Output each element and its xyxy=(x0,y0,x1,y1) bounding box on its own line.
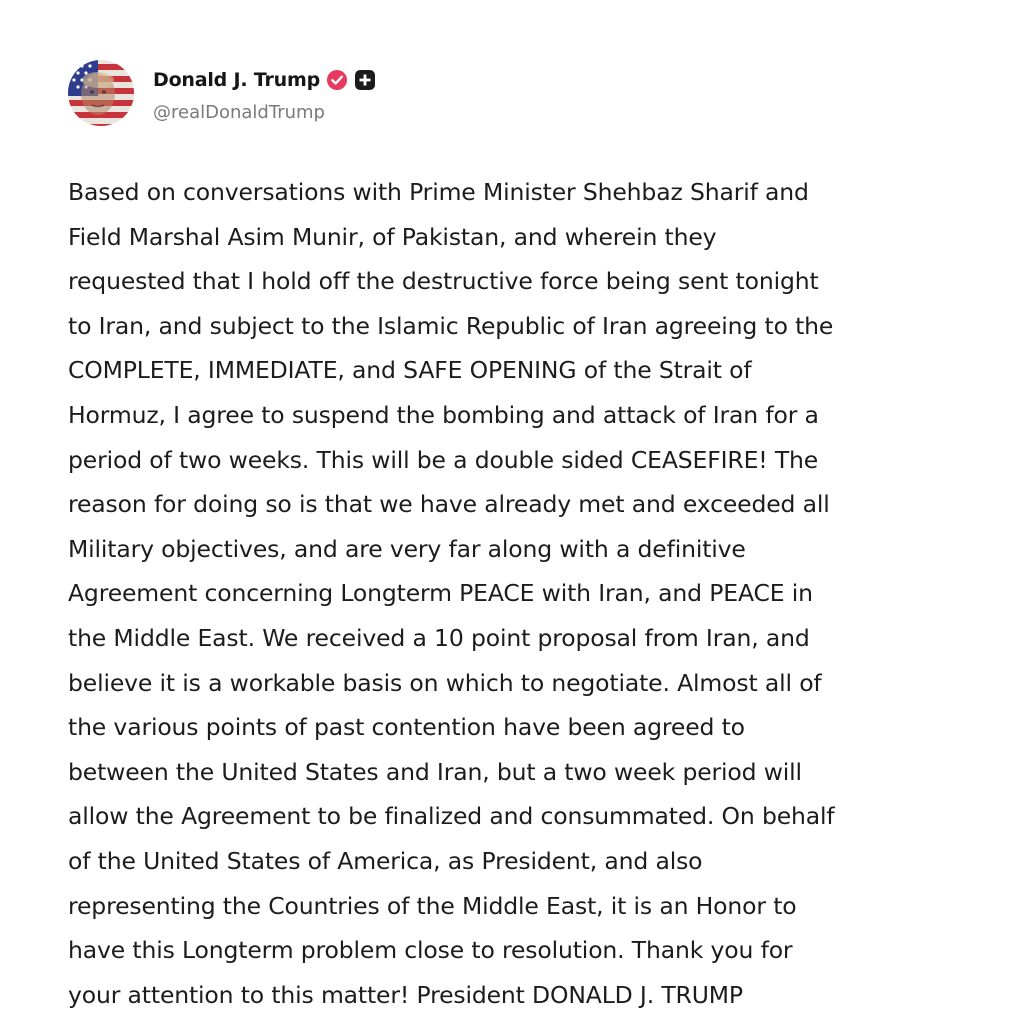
post-text-line: your attention to this matter! President DONALD J. TRUMP xyxy=(68,980,743,1009)
profile-avatar[interactable] xyxy=(68,60,134,126)
post-text-line: between the United States and Iran, but a two week period will xyxy=(68,757,802,786)
post-text-line: Military objectives, and are very far along with a definitive xyxy=(68,534,746,563)
post-text-line: representing the Countries of the Middle East, it is an Honor to xyxy=(68,891,797,920)
post-text-line: Agreement concerning Longterm PEACE with Iran, and PEACE in xyxy=(68,579,813,608)
post-text-line: Hormuz, I agree to suspend the bombing and attack of Iran for a xyxy=(68,400,819,429)
post-text-line: COMPLETE, IMMEDIATE, and SAFE OPENING of the Strait of xyxy=(68,356,752,385)
post-text-line: reason for doing so is that we have already met and exceeded all xyxy=(68,490,830,519)
post-text-line: the various points of past contention have been agreed to xyxy=(68,713,745,742)
post-text-line: have this Longterm problem close to resolution. Thank you for xyxy=(68,936,793,965)
plus-badge-icon xyxy=(354,69,376,91)
post-text-line: to Iran, and subject to the Islamic Republic of Iran agreeing to the xyxy=(68,311,834,340)
post-text-line: requested that I hold off the destructive force being sent tonight xyxy=(68,267,819,296)
post-text xyxy=(68,170,968,1017)
post-text-line: period of two weeks. This will be a double sided CEASEFIRE! The xyxy=(68,445,819,474)
post-text-line: Field Marshal Asim Munir, of Pakistan, and wherein they xyxy=(68,222,717,251)
author-handle[interactable]: @realDonaldTrump xyxy=(153,102,325,123)
author-header xyxy=(153,66,376,94)
flag-portrait-icon xyxy=(68,60,134,126)
post-text-line: believe it is a workable basis on which to negotiate. Almost all of xyxy=(68,668,822,697)
post-text-line: of the United States of America, as President, and also xyxy=(68,846,703,875)
verified-badge-icon xyxy=(326,69,348,91)
post-text-line: allow the Agreement to be finalized and consummated. On behalf xyxy=(68,802,835,831)
post-text-line: the Middle East. We received a 10 point proposal from Iran, and xyxy=(68,623,810,652)
author-name[interactable]: Donald J. Trump xyxy=(153,69,320,91)
post-text-line: Based on conversations with Prime Minister Shehbaz Sharif and xyxy=(68,178,809,206)
